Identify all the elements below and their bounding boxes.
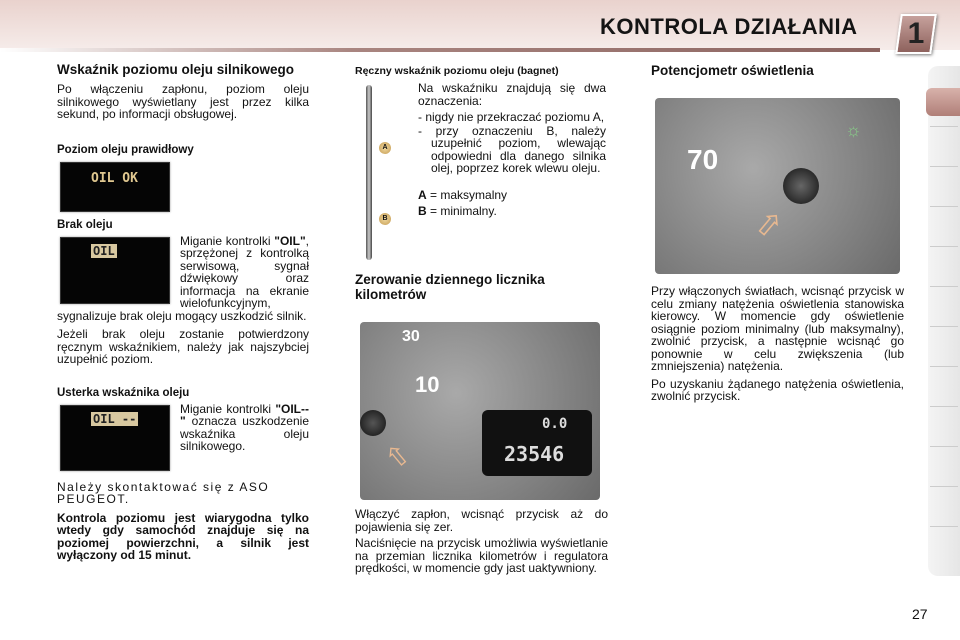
fault-text: OIL -- xyxy=(93,411,137,426)
chapter-tab-active[interactable] xyxy=(926,88,960,116)
page-number: 27 xyxy=(912,606,928,622)
odometer-photo xyxy=(360,322,600,500)
headlight-icon: ☼ xyxy=(845,120,862,140)
heading-dipstick: Ręczny wskaźnik poziomu oleju (bagnet) xyxy=(355,65,559,77)
heading-no-oil: Brak oleju xyxy=(57,218,113,231)
contact-dealer: Należy skontaktować się z ASO PEUGEOT. xyxy=(57,479,270,506)
text: Miganie kontrolki xyxy=(180,401,276,416)
fault-section xyxy=(57,403,309,475)
heading-dimmer: Potencjometr oświetlenia xyxy=(651,63,814,78)
dipstick-image xyxy=(366,85,372,260)
section-title: KONTROLA DZIAŁANIA xyxy=(600,14,858,39)
text: oznacza uszkodzenie wskaźnika oleju silnikowego. xyxy=(180,414,309,453)
odometer-display xyxy=(482,410,592,476)
gauge-10: 10 xyxy=(415,372,440,397)
odometer-readout: 23546 xyxy=(504,442,565,466)
heading-oil-indicator: Wskaźnik poziomu oleju silnikowego xyxy=(57,62,295,77)
dimmer-photo xyxy=(655,98,900,274)
dimmer-knob xyxy=(783,168,819,204)
dipstick-intro: Na wskaźniku znajdują się dwa oznaczenia: xyxy=(418,81,606,108)
gauge-30: 30 xyxy=(402,328,420,345)
oil-intro: Po włączeniu zapłonu, poziom oleju silnikowego wyświetlany jest przez kilka sekund, po informacji obsługowej. xyxy=(57,82,309,121)
text: = maksymalny xyxy=(426,187,508,202)
low-oil-confirm: Jeżeli brak oleju zostanie potwierdzony ręcznym wskaźnikiem, należy jak najszybciej uzupełnić poziom. xyxy=(57,327,309,366)
chapter-number: 1 xyxy=(907,17,925,50)
dimmer-release: Po uzyskaniu żądanego natężenia oświetlenia, zwolnić przycisk. xyxy=(651,376,904,403)
heading-sensor-fault: Usterka wskaźnika oleju xyxy=(57,386,190,399)
chapter-badge xyxy=(895,14,937,54)
left-column xyxy=(57,62,309,562)
oil-label: "OIL--" xyxy=(180,401,309,428)
dipstick-bullet-2: - przy oznaczeniu B, należy uzupełnić poziom, wlewając odpowiedni dla danego silnika olej, poprzez korek wlewu oleju. xyxy=(418,123,606,175)
text: przy oznaczeniu B, należy uzupełnić poziom, wlewając odpowiedni dla danego silnika olej, poprzez korek wlewu oleju. xyxy=(431,123,606,175)
dipstick-text xyxy=(418,82,606,218)
trip-readout: 0.0 xyxy=(542,416,568,432)
reset-text xyxy=(355,508,608,575)
no-oil-display xyxy=(60,237,170,304)
label: B xyxy=(418,204,427,218)
level-check-note: Kontrola poziomu jest wiarygodna tylko wtedy gdy samochód znajduje się na poziomej powierzchni, a silnik jest wyłączony od 15 minut. xyxy=(57,510,309,562)
dimmer-instructions: Przy włączonych światłach, wcisnąć przycisk w celu zmiany natężenia oświetlenia stanowiska kierowcy. W momencie gdy oświetlenie osiągnie poziom minimalny (lub maksymalny), zwolnić przycisk, a następnie wcisnąć go ponownie w celu zwiększenia (lub zmniejszenia) natężenia. xyxy=(651,284,904,373)
arrow-icon: ⇧ xyxy=(378,437,417,476)
arrow-icon: ⇧ xyxy=(746,202,791,248)
reset-description: Naciśnięcie na przycisk umożliwia wyświetlanie na przemian licznika kilometrów i regulatora prędkości, w momencie gdy jast uaktywniony. xyxy=(355,536,608,575)
chapter-tabs xyxy=(928,66,960,576)
mark-b-legend xyxy=(418,205,606,218)
dimmer-text xyxy=(651,285,904,403)
fault-display xyxy=(60,405,170,471)
text: , sprzężonej z kontrolką serwisową, sygnał dźwiękowy oraz informacja na ekranie wielofunkcyjnym, sygnalizuje brak oleju mogący uszkodzić silnik. xyxy=(57,233,309,323)
text: = minimalny. xyxy=(426,204,497,218)
heading-trip-reset: Zerowanie dziennego licznika kilometrów xyxy=(355,272,545,302)
oil-label: "OIL" xyxy=(274,233,306,248)
mark-a-legend xyxy=(418,189,606,202)
text: nigdy nie przekraczać poziomu A, xyxy=(425,110,605,124)
heading-oil-ok: Poziom oleju prawidłowy xyxy=(57,143,194,156)
label: A xyxy=(418,187,427,202)
oil-ok-text: OIL OK xyxy=(91,170,138,186)
gauge-70: 70 xyxy=(687,144,719,175)
mark-a-badge: A xyxy=(379,142,391,154)
reset-knob xyxy=(360,410,386,436)
reset-instruction: Włączyć zapłon, wcisnąć przycisk aż do pojawienia się zer. xyxy=(355,507,608,534)
header-rule xyxy=(0,48,880,52)
text: Miganie kontrolki xyxy=(180,233,275,248)
mark-b-badge: B xyxy=(379,213,391,225)
oil-ok-display xyxy=(60,162,170,212)
no-oil-section xyxy=(57,235,309,323)
no-oil-text: OIL xyxy=(93,243,115,258)
dipstick-bullet-1: - nigdy nie przekraczać poziomu A, xyxy=(418,110,605,124)
